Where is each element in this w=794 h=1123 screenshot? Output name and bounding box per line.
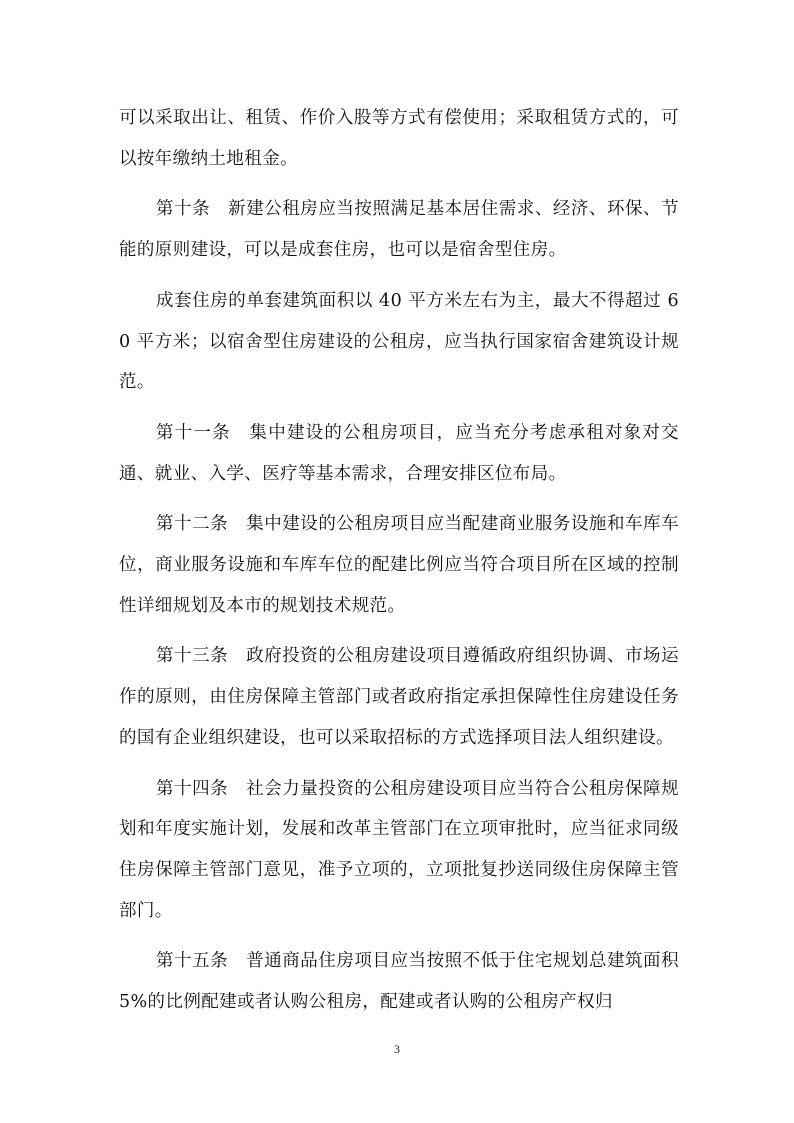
- article-15: 第十五条 普通商品住房项目应当按照不低于住宅规划总建筑面积 5%的比例配建或者认购公租房，配建或者认购的公租房产权归: [119, 951, 679, 1013]
- paragraph-continuation: 可以采取出让、租赁、作价入股等方式有偿使用；采取租赁方式的，可以按年缴纳土地租金。: [119, 108, 679, 169]
- page-number: 3: [394, 1042, 400, 1056]
- article-11: 第十一条 集中建设的公租房项目，应当充分考虑承租对象对交通、就业、入学、医疗等基本需求，合理安排区位布局。: [119, 422, 679, 484]
- article-10: 第十条 新建公租房应当按照满足基本居住需求、经济、环保、节能的原则建设，可以是成套住房，也可以是宿舍型住房。: [119, 199, 679, 261]
- article-13: 第十三条 政府投资的公租房建设项目遵循政府组织协调、市场运作的原则，由住房保障主管部门或者政府指定承担保障性住房建设任务的国有企业组织建设，也可以采取招标的方式选择项目法人组织建设。: [119, 646, 679, 748]
- article-14: 第十四条 社会力量投资的公租房建设项目应当符合公租房保障规划和年度实施计划，发展和改革主管部门在立项审批时，应当征求同级住房保障主管部门意见，准予立项的，立项批复抄送同级住房保障主管部门。: [119, 778, 679, 921]
- article-10-unit-size: 成套住房的单套建筑面积以 40 平方米左右为主，最大不得超过 60 平方米；以宿舍型住房建设的公租房，应当执行国家宿舍建筑设计规范。: [119, 290, 679, 393]
- document-body: [119, 98, 679, 1023]
- article-12: 第十二条 集中建设的公租房项目应当配建商业服务设施和车库车位，商业服务设施和车库车位的配建比例应当符合项目所在区域的控制性详细规划及本市的规划技术规范。: [119, 514, 679, 616]
